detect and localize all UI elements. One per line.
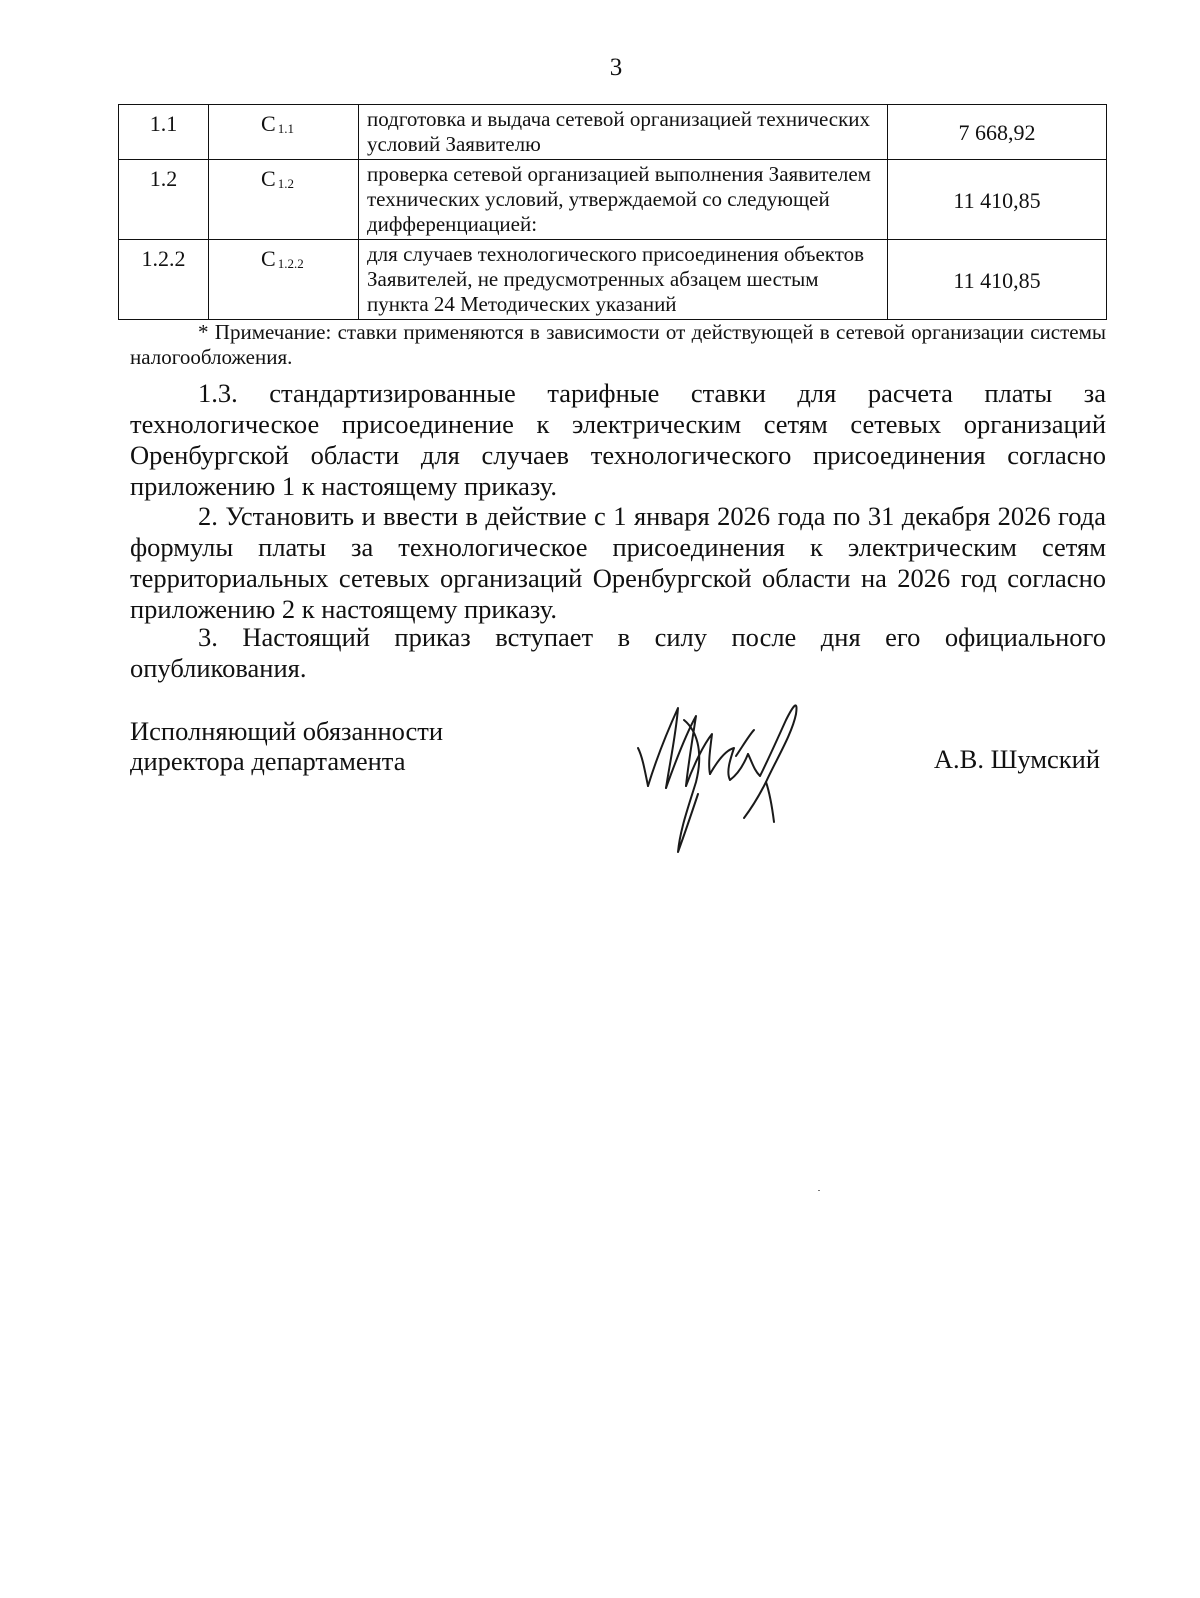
- rate-description: проверка сетевой организацией выполнения Заявителем технических условий, утверждаемой со следующей дифференциацией:: [359, 160, 888, 240]
- rate-value: 7 668,92: [888, 105, 1107, 160]
- paragraph-3: 3. Настоящий приказ вступает в силу после дня его официального опубликования.: [130, 622, 1106, 683]
- table-footnote: * Примечание: ставки применяются в зависимости от действующей в сетевой организации системы налогообложения.: [130, 320, 1106, 369]
- row-number: 1.2: [119, 160, 209, 240]
- rate-value: 11 410,85: [888, 160, 1107, 240]
- page-number: 3: [609, 54, 623, 81]
- position-line-2: директора департамента: [130, 746, 406, 776]
- paragraph-1-3: 1.3. стандартизированные тарифные ставки для расчета платы за технологическое присоединение к электрическим сетям сетевых организаций Оренбургской области для случаев технологического присоединения согласно приложению 1 к настоящему приказу.: [130, 378, 1106, 501]
- table-row: [119, 160, 1107, 240]
- rate-description: для случаев технологического присоединения объектов Заявителей, не предусмотренных абзацем шестым пункта 24 Методических указаний: [359, 240, 888, 320]
- rate-code-subscript: 1.1: [277, 121, 294, 136]
- signer-name: А.В. Шумский: [933, 744, 1100, 774]
- signatory-position: [130, 716, 443, 776]
- rate-code-subscript: 1.2.2: [277, 256, 304, 271]
- row-number: 1.1: [119, 105, 209, 160]
- rate-code: [209, 240, 359, 320]
- scan-speck: [818, 1190, 820, 1191]
- rate-description: подготовка и выдача сетевой организацией технических условий Заявителю: [359, 105, 888, 160]
- rate-code-letter: С: [261, 246, 276, 271]
- paragraph-2: 2. Установить и ввести в действие с 1 января 2026 года по 31 декабря 2026 года формулы платы за технологическое присоединения к электрическим сетям территориальных сетевых организаций Оренбургской области на 2026 год согласно приложению 2 к настоящему приказу.: [130, 501, 1106, 624]
- rate-value: 11 410,85: [888, 240, 1107, 320]
- rate-code: [209, 105, 359, 160]
- rates-table: [118, 104, 1107, 320]
- rate-code-letter: С: [261, 111, 276, 136]
- row-number: 1.2.2: [119, 240, 209, 320]
- position-line-1: Исполняющий обязанности: [130, 716, 444, 746]
- handwritten-signature: [626, 690, 816, 860]
- rate-code: [209, 160, 359, 240]
- rate-code-subscript: 1.2: [277, 176, 294, 191]
- table-row: [119, 105, 1107, 160]
- rate-code-letter: С: [261, 166, 276, 191]
- table-row: [119, 240, 1107, 320]
